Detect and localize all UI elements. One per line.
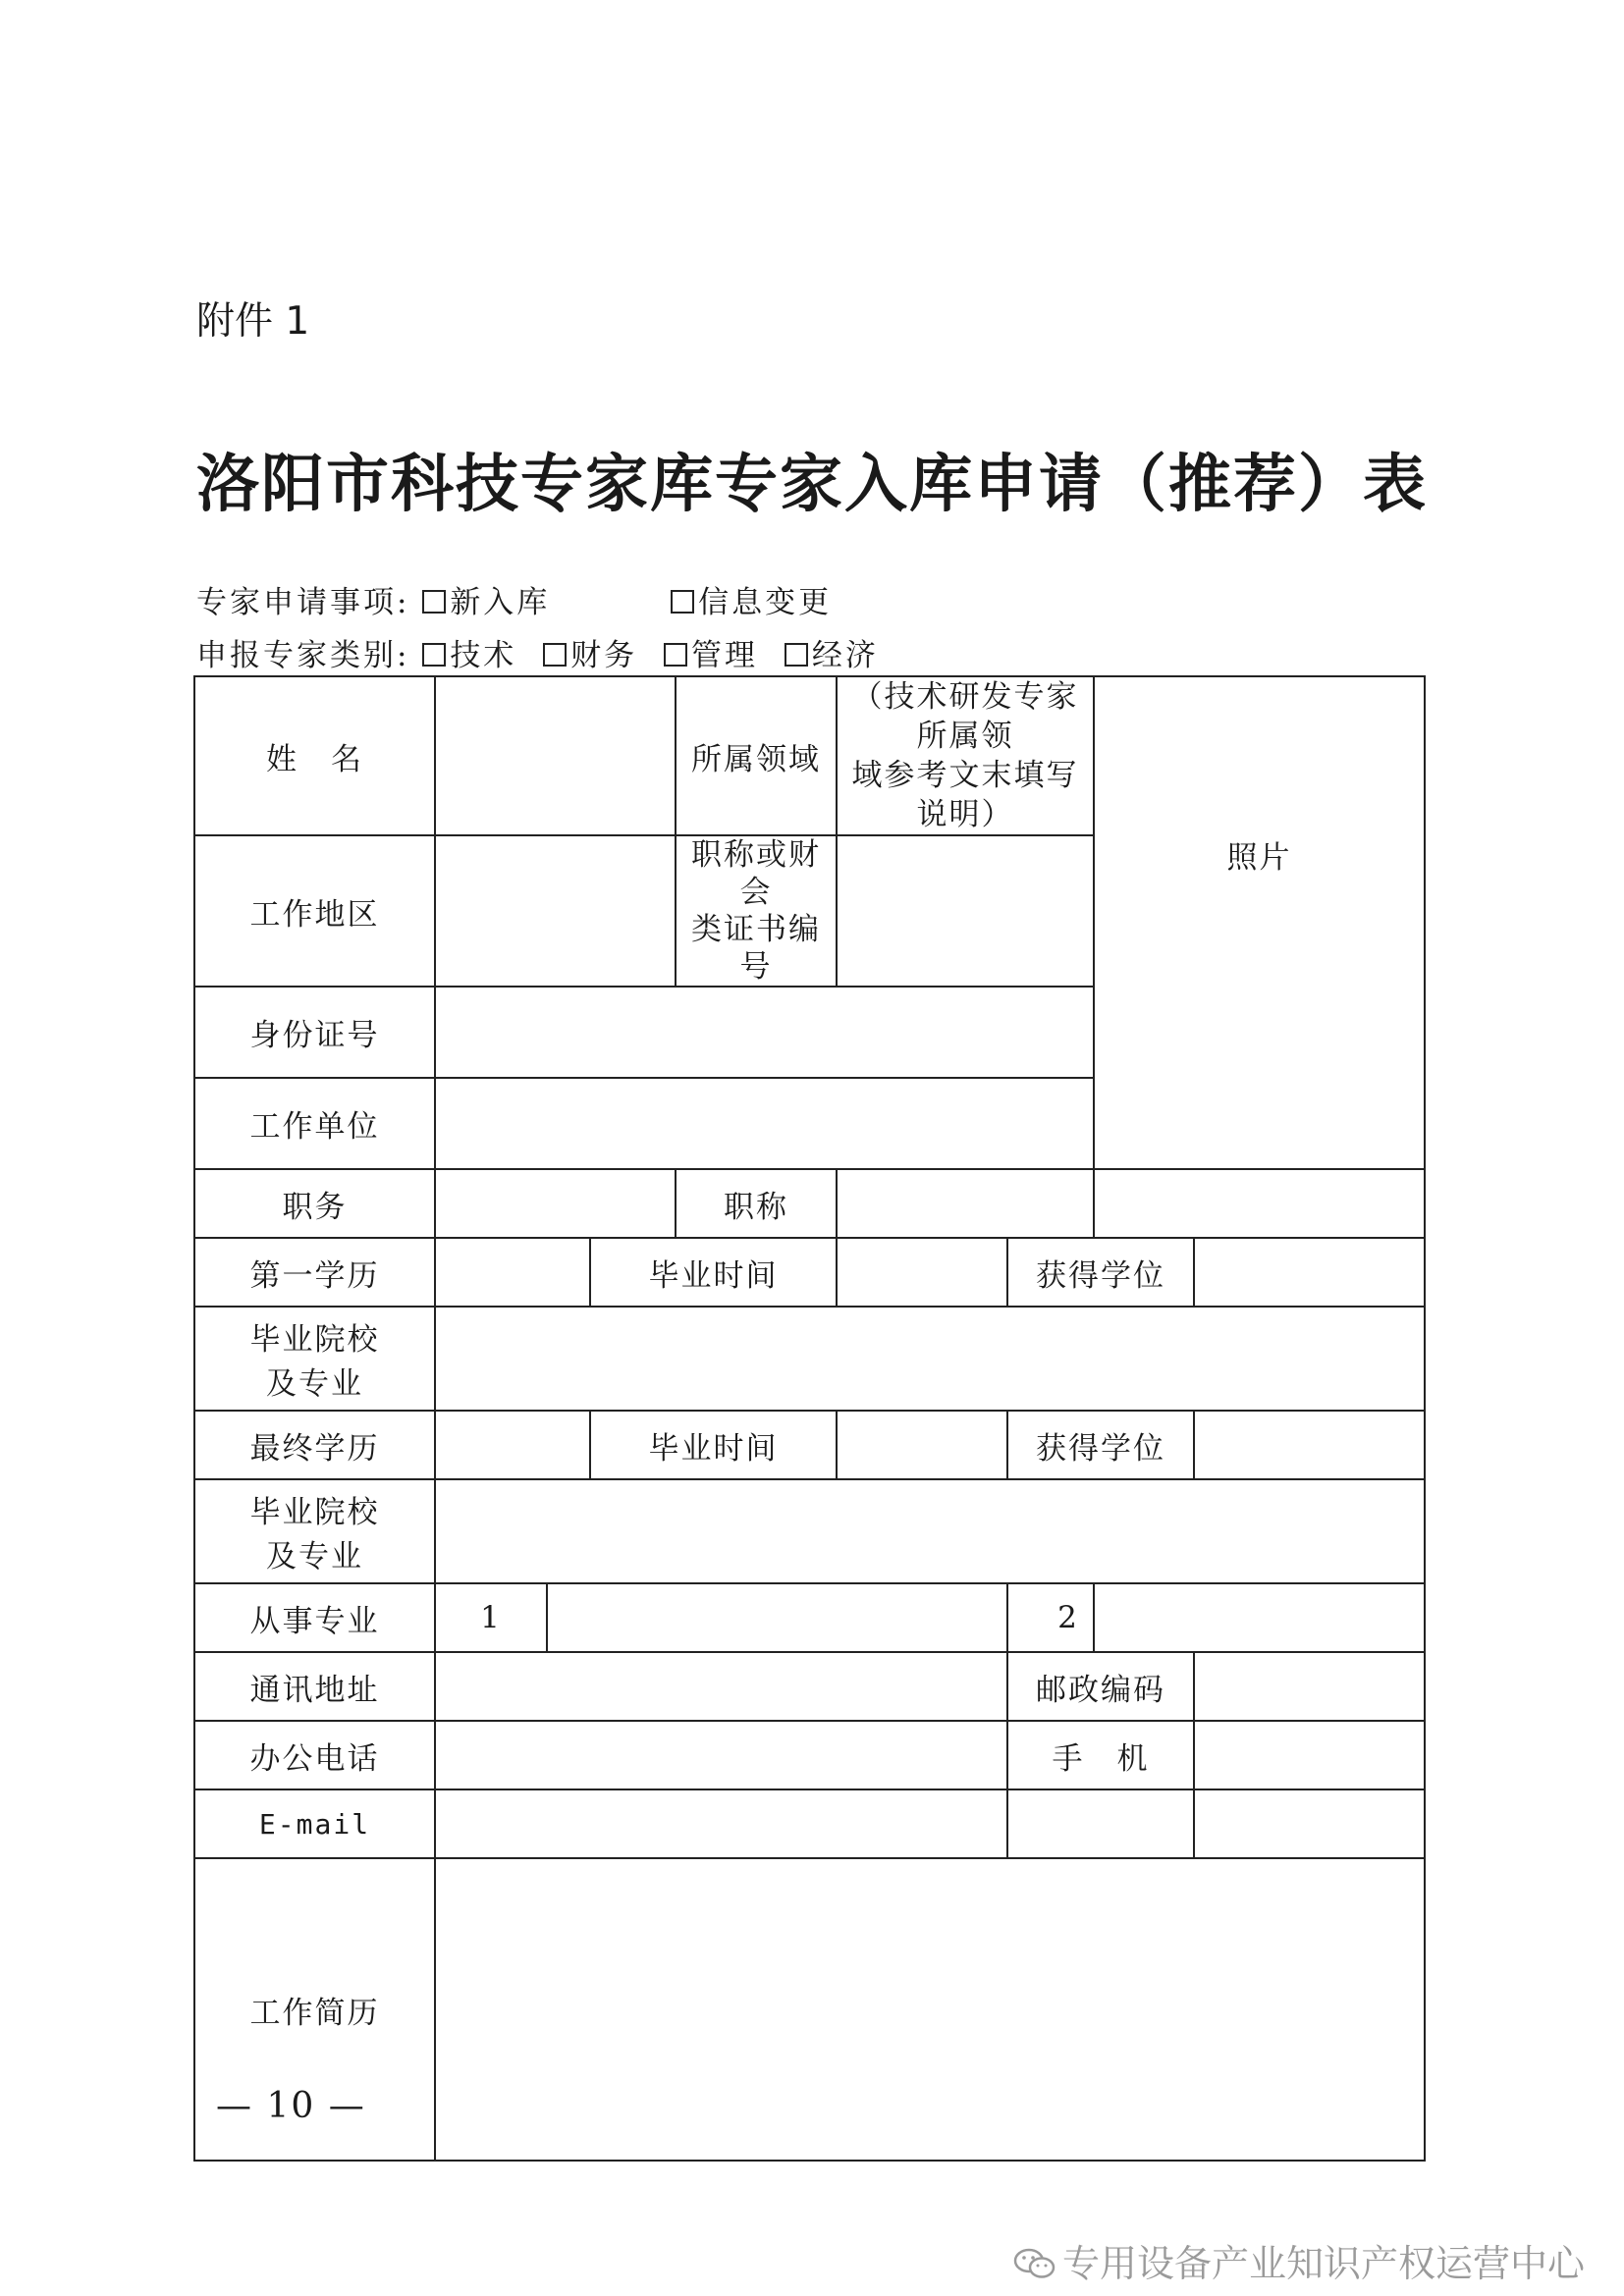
watermark bbox=[1013, 2233, 1585, 2287]
input-grad-time[interactable] bbox=[837, 1411, 1007, 1479]
label-school-major: 毕业院校 及专业 bbox=[194, 1479, 435, 1583]
input-email-extra[interactable] bbox=[1007, 1789, 1194, 1858]
label-profession: 从事专业 bbox=[194, 1583, 435, 1652]
label-work-area: 工作地区 bbox=[194, 835, 435, 987]
input-first-degree[interactable] bbox=[435, 1238, 590, 1307]
input-email-extra-2[interactable] bbox=[1194, 1789, 1425, 1858]
page-number: — 10 — bbox=[216, 2086, 366, 2126]
label-name: 姓 名 bbox=[194, 676, 435, 835]
option-economics[interactable]: 经济 bbox=[785, 630, 879, 674]
input-postcode[interactable] bbox=[1194, 1652, 1425, 1721]
label-mobile: 手 机 bbox=[1007, 1721, 1194, 1789]
checkbox-icon[interactable] bbox=[785, 643, 808, 667]
input-id-number[interactable] bbox=[435, 987, 1094, 1078]
input-profession-2[interactable] bbox=[1094, 1583, 1425, 1652]
input-school-major[interactable] bbox=[435, 1307, 1425, 1411]
checkbox-icon[interactable] bbox=[422, 643, 446, 667]
profession-number-2: 2 bbox=[1007, 1583, 1094, 1652]
label-final-degree: 最终学历 bbox=[194, 1411, 435, 1479]
option-technology[interactable]: 技术 bbox=[422, 630, 516, 674]
input-office-phone[interactable] bbox=[435, 1721, 1007, 1789]
input-school-major[interactable] bbox=[435, 1479, 1425, 1583]
option-finance[interactable]: 财务 bbox=[543, 630, 637, 674]
input-mobile[interactable] bbox=[1194, 1721, 1425, 1789]
input-title-rank[interactable] bbox=[837, 1169, 1094, 1238]
input-work-area[interactable] bbox=[435, 835, 676, 987]
label-certificate-number: 职称或财会 类证书编号 bbox=[676, 835, 837, 987]
checkbox-icon[interactable] bbox=[664, 643, 687, 667]
input-final-degree[interactable] bbox=[435, 1411, 590, 1479]
input-grad-time[interactable] bbox=[837, 1238, 1007, 1307]
input-certificate-number[interactable] bbox=[837, 835, 1094, 987]
label-school-major: 毕业院校 及专业 bbox=[194, 1307, 435, 1411]
input-address[interactable] bbox=[435, 1652, 1007, 1721]
label-address: 通讯地址 bbox=[194, 1652, 435, 1721]
label-id-number: 身份证号 bbox=[194, 987, 435, 1078]
expert-types-label: 申报专家类别: bbox=[196, 638, 410, 673]
input-resume[interactable] bbox=[435, 1858, 1425, 2161]
label-title-rank: 职称 bbox=[676, 1169, 837, 1238]
application-form-table bbox=[193, 675, 1426, 2162]
watermark-text: 专用设备产业知识产权运营中心 bbox=[1061, 2242, 1585, 2285]
expert-types-line bbox=[196, 630, 893, 674]
input-extra[interactable] bbox=[1094, 1169, 1425, 1238]
input-position[interactable] bbox=[435, 1169, 676, 1238]
attachment-label: 附件 1 bbox=[196, 299, 310, 344]
label-employer: 工作单位 bbox=[194, 1078, 435, 1169]
label-resume: 工作简历 bbox=[194, 1858, 435, 2161]
profession-number-1: 1 bbox=[435, 1583, 547, 1652]
input-profession-1[interactable] bbox=[547, 1583, 1007, 1652]
field-note: （技术研发专家所属领 域参考文末填写说明） bbox=[837, 676, 1094, 835]
option-info-change[interactable]: 信息变更 bbox=[671, 577, 832, 621]
option-management[interactable]: 管理 bbox=[664, 630, 758, 674]
label-field: 所属领域 bbox=[676, 676, 837, 835]
apply-items-line bbox=[196, 577, 832, 621]
label-position: 职务 bbox=[194, 1169, 435, 1238]
label-grad-time: 毕业时间 bbox=[590, 1238, 837, 1307]
apply-items-label: 专家申请事项: bbox=[196, 585, 410, 620]
wechat-icon bbox=[1013, 2247, 1056, 2280]
label-first-degree: 第一学历 bbox=[194, 1238, 435, 1307]
label-degree-obtained: 获得学位 bbox=[1007, 1411, 1194, 1479]
checkbox-icon[interactable] bbox=[543, 643, 567, 667]
label-office-phone: 办公电话 bbox=[194, 1721, 435, 1789]
checkbox-icon[interactable] bbox=[671, 590, 694, 614]
label-postcode: 邮政编码 bbox=[1007, 1652, 1194, 1721]
checkbox-icon[interactable] bbox=[422, 590, 446, 614]
photo-box[interactable]: 照片 bbox=[1094, 676, 1425, 1169]
label-degree-obtained: 获得学位 bbox=[1007, 1238, 1194, 1307]
option-new-entry[interactable]: 新入库 bbox=[422, 577, 550, 621]
input-email[interactable] bbox=[435, 1789, 1007, 1858]
input-degree-obtained[interactable] bbox=[1194, 1238, 1425, 1307]
label-email: E-mail bbox=[194, 1789, 435, 1858]
input-employer[interactable] bbox=[435, 1078, 1094, 1169]
input-degree-obtained[interactable] bbox=[1194, 1411, 1425, 1479]
input-name[interactable] bbox=[435, 676, 676, 835]
label-grad-time: 毕业时间 bbox=[590, 1411, 837, 1479]
page-title: 洛阳市科技专家库专家入库申请（推荐）表 bbox=[196, 449, 1428, 521]
